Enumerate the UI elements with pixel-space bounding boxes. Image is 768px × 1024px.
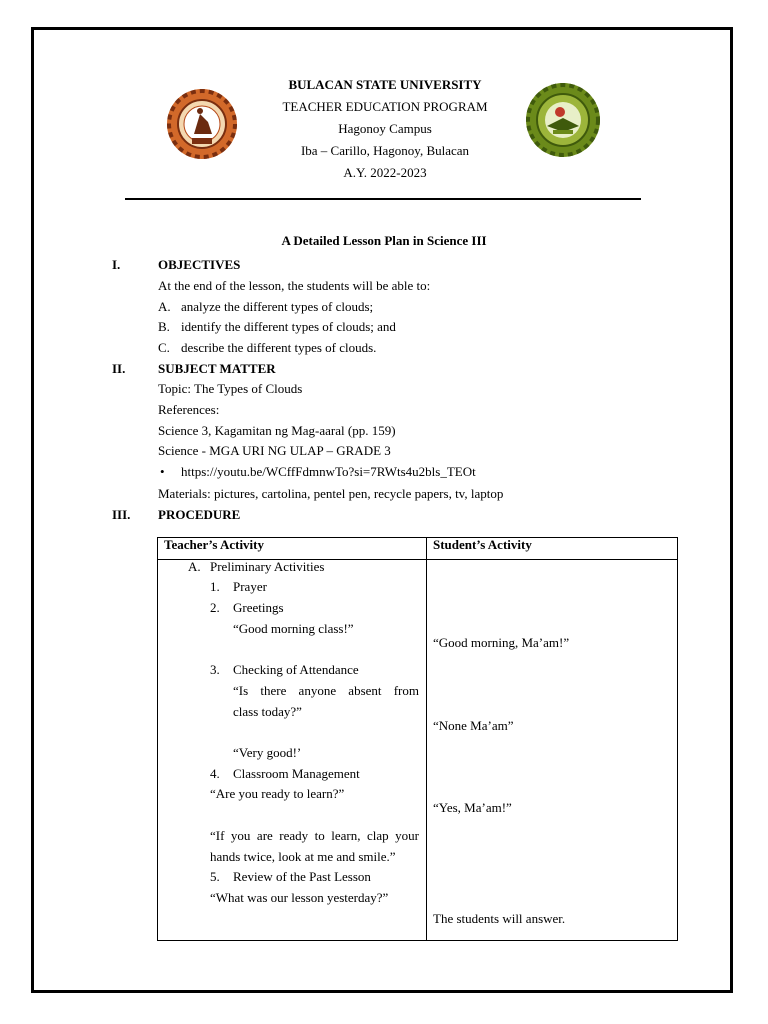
objective-text: analyze the different types of clouds; [181, 299, 374, 314]
step-attendance: Checking of Attendance [233, 662, 359, 677]
lesson-plan-title: A Detailed Lesson Plan in Science III [281, 233, 487, 248]
academic-year: A.Y. 2022-2023 [343, 165, 427, 180]
header-divider [125, 198, 641, 200]
university-name: BULACAN STATE UNIVERSITY [288, 77, 482, 92]
clap-instruction-line1: “If you are ready to learn, clap your [210, 828, 419, 843]
step-review: Review of the Past Lesson [233, 869, 371, 884]
reference-video-title: Science - MGA URI NG ULAP – GRADE 3 [158, 443, 391, 458]
teacher-praise-quote: “Very good!’ [233, 745, 302, 760]
reference-book: Science 3, Kagamitan ng Mag-aaral (pp. 159) [158, 423, 396, 438]
materials-line: Materials: pictures, cartolina, pentel pen, recycle papers, tv, laptop [158, 486, 504, 501]
campus-address: Iba – Carillo, Hagonoy, Bulacan [300, 143, 470, 158]
references-label: References: [158, 402, 220, 417]
attendance-question-line1: “Is there anyone absent from [233, 683, 419, 698]
step-letter: A. [188, 559, 201, 574]
ready-question: “Are you ready to learn?” [210, 786, 345, 801]
objective-letter: A. [158, 299, 171, 314]
procedure-heading: PROCEDURE [158, 507, 241, 522]
reference-link[interactable]: https://youtu.be/WCffFdmnwTo?si=7RWts4u2bls_TEOt [181, 464, 476, 479]
step-number: 3. [210, 662, 220, 677]
objective-text: describe the different types of clouds. [181, 340, 377, 355]
topic-line: Topic: The Types of Clouds [158, 381, 303, 396]
student-ready-reply: “Yes, Ma’am!” [433, 800, 512, 815]
student-greeting-reply: “Good morning, Ma’am!” [433, 635, 570, 650]
step-number: 4. [210, 766, 220, 781]
university-seal-left [155, 87, 249, 161]
objectives-intro: At the end of the lesson, the students will be able to: [158, 278, 431, 293]
clap-instruction-line2: hands twice, look at me and smile.” [210, 849, 396, 864]
preliminary-activities: Preliminary Activities [210, 559, 325, 574]
student-activity-header: Student’s Activity [433, 537, 532, 552]
step-prayer: Prayer [233, 579, 267, 594]
procedure-numeral: III. [112, 507, 131, 522]
table-column-divider [426, 538, 427, 940]
step-greetings: Greetings [233, 600, 284, 615]
teacher-activity-header: Teacher’s Activity [164, 537, 265, 552]
subject-matter-numeral: II. [112, 361, 126, 376]
review-question: “What was our lesson yesterday?” [210, 890, 389, 905]
objective-letter: B. [158, 319, 170, 334]
campus-name: Hagonoy Campus [338, 121, 432, 136]
program-name: TEACHER EDUCATION PROGRAM [282, 99, 488, 114]
student-review-reply: The students will answer. [433, 911, 566, 926]
objectives-heading: OBJECTIVES [158, 257, 241, 272]
step-number: 5. [210, 869, 220, 884]
attendance-question-line2: class today?” [233, 704, 302, 719]
objective-letter: C. [158, 340, 170, 355]
bullet-icon: • [160, 464, 165, 479]
subject-matter-heading: SUBJECT MATTER [158, 361, 276, 376]
step-number: 2. [210, 600, 220, 615]
objective-text: identify the different types of clouds; and [181, 319, 396, 334]
student-attendance-reply: “None Ma’am” [433, 718, 514, 733]
step-classroom-management: Classroom Management [233, 766, 360, 781]
university-seal-right [518, 80, 608, 160]
step-number: 1. [210, 579, 220, 594]
teacher-greeting-quote: “Good morning class!” [233, 621, 354, 636]
objectives-numeral: I. [112, 257, 121, 272]
